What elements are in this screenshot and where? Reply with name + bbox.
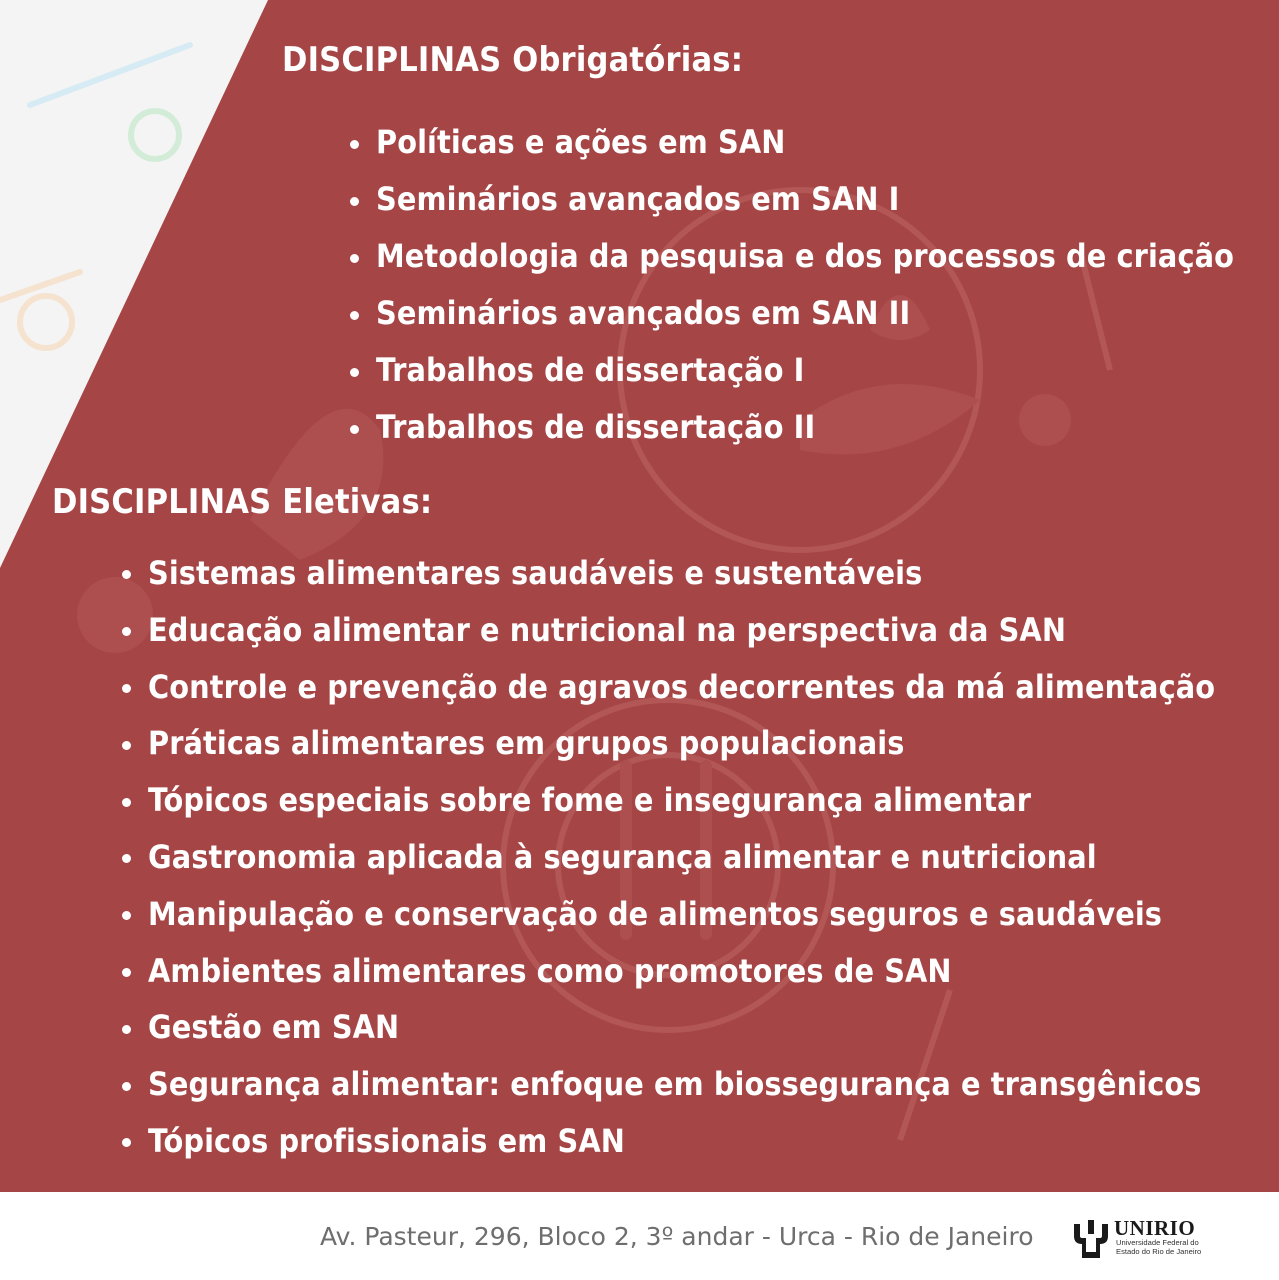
unirio-emblem-icon xyxy=(1070,1218,1112,1266)
decor-line-blue xyxy=(30,45,190,105)
eletivas-item: Gestão em SAN xyxy=(148,999,1215,1056)
eletivas-item: Sistemas alimentares saudáveis e sustentáveis xyxy=(148,545,1215,602)
address: Av. Pasteur, 296, Bloco 2, 3º andar - Urca - Rio de Janeiro xyxy=(320,1222,1034,1251)
obrigatorias-item: Políticas e ações em SAN xyxy=(376,114,1234,171)
logo-subtitle: Universidade Federal do Estado do Rio de Janeiro xyxy=(1116,1238,1202,1256)
eletivas-item: Gastronomia aplicada à segurança alimentar e nutricional xyxy=(148,829,1215,886)
unirio-logo xyxy=(1070,1216,1220,1268)
eletivas-item: Segurança alimentar: enfoque em biossegurança e transgênicos xyxy=(148,1056,1215,1113)
obrigatorias-item: Seminários avançados em SAN II xyxy=(376,285,1234,342)
eletivas-item: Tópicos profissionais em SAN xyxy=(148,1113,1215,1170)
heading-obrigatorias: DISCIPLINAS Obrigatórias: xyxy=(282,40,744,80)
eletivas-item: Manipulação e conservação de alimentos seguros e saudáveis xyxy=(148,886,1215,943)
list-eletivas xyxy=(148,545,1215,1170)
obrigatorias-item: Seminários avançados em SAN I xyxy=(376,171,1234,228)
eletivas-item: Práticas alimentares em grupos populacionais xyxy=(148,715,1215,772)
heading-eletivas: DISCIPLINAS Eletivas: xyxy=(52,482,433,522)
decor-circle-green xyxy=(131,111,179,159)
obrigatorias-item: Trabalhos de dissertação I xyxy=(376,342,1234,399)
logo-name: UNIRIO xyxy=(1114,1216,1196,1240)
obrigatorias-item: Metodologia da pesquisa e dos processos de criação xyxy=(376,228,1234,285)
eletivas-item: Ambientes alimentares como promotores de SAN xyxy=(148,943,1215,1000)
obrigatorias-item: Trabalhos de dissertação II xyxy=(376,399,1234,456)
eletivas-item: Tópicos especiais sobre fome e insegurança alimentar xyxy=(148,772,1215,829)
list-obrigatorias xyxy=(376,114,1234,456)
eletivas-item: Educação alimentar e nutricional na perspectiva da SAN xyxy=(148,602,1215,659)
eletivas-item: Controle e prevenção de agravos decorrentes da má alimentação xyxy=(148,659,1215,716)
decor-circle-orange xyxy=(20,296,72,348)
